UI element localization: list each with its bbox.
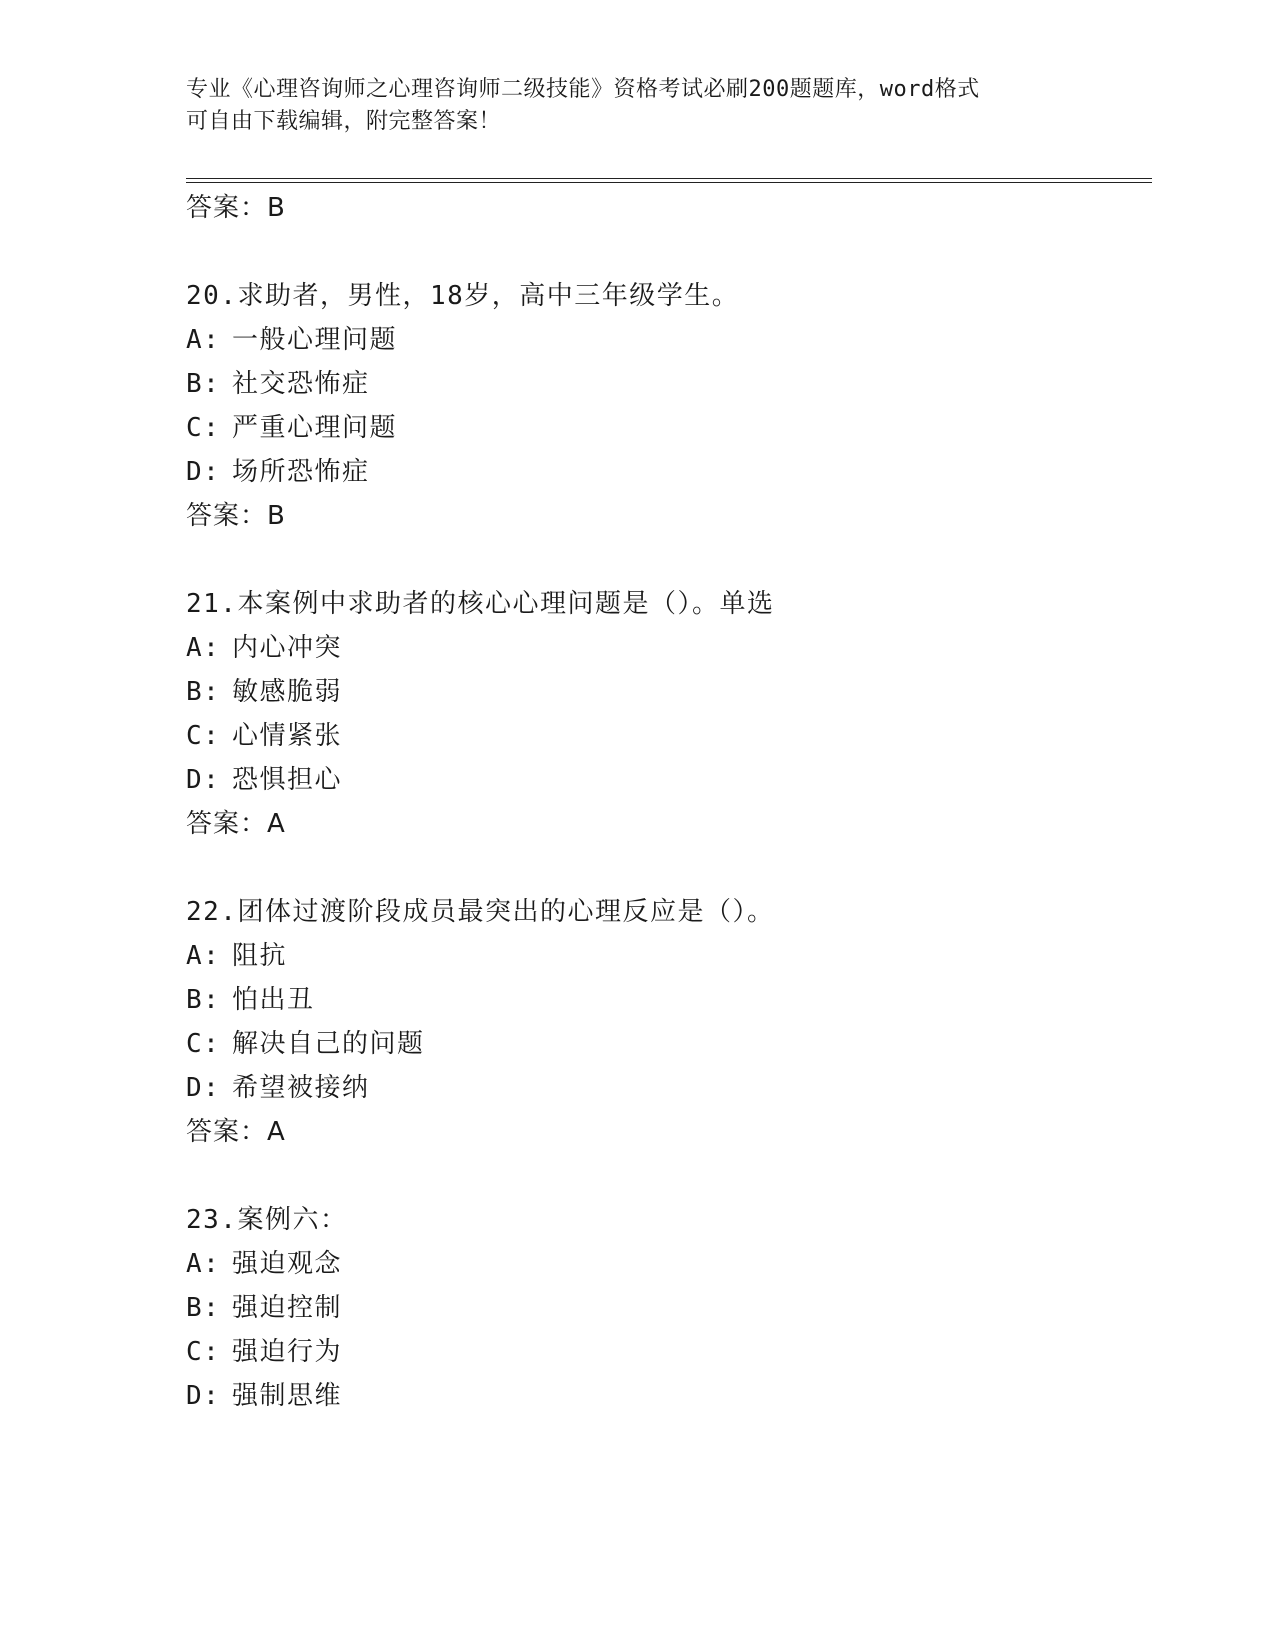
question-stem: 21.本案例中求助者的核心心理问题是（）。单选 xyxy=(186,589,775,619)
option-line xyxy=(186,322,397,358)
option-line xyxy=(186,718,342,754)
option-letter: B: xyxy=(186,677,221,707)
option-text: 强制思维 xyxy=(232,1381,343,1411)
option-line xyxy=(186,1070,370,1106)
option-text: 强迫观念 xyxy=(232,1249,343,1279)
header-line-2: 可自由下载编辑，附完整答案！ xyxy=(186,109,502,134)
option-letter: B: xyxy=(186,369,221,399)
option-line xyxy=(186,454,370,490)
option-line xyxy=(186,1246,342,1282)
option-text: 严重心理问题 xyxy=(232,413,398,443)
option-letter: C: xyxy=(186,413,221,443)
option-letter: C: xyxy=(186,1029,221,1059)
header-divider-top xyxy=(186,178,1152,179)
option-line xyxy=(186,1334,342,1370)
answer-line: 答案：B xyxy=(186,501,286,531)
option-letter: C: xyxy=(186,1337,221,1367)
option-text: 强迫控制 xyxy=(232,1293,343,1323)
option-text: 一般心理问题 xyxy=(232,325,398,355)
option-letter: A: xyxy=(186,941,221,971)
option-text: 阻抗 xyxy=(232,941,288,971)
option-text: 解决自己的问题 xyxy=(232,1029,425,1059)
option-text: 心情紧张 xyxy=(232,721,343,751)
answer-line: 答案：A xyxy=(186,809,286,839)
option-letter: A: xyxy=(186,325,221,355)
option-line xyxy=(186,630,342,666)
option-line xyxy=(186,938,287,974)
answer-line: 答案：A xyxy=(186,1117,286,1147)
option-letter: D: xyxy=(186,1073,221,1103)
answer-line: 答案：B xyxy=(186,193,286,223)
option-text: 希望被接纳 xyxy=(232,1073,370,1103)
option-text: 内心冲突 xyxy=(232,633,343,663)
question-stem: 23.案例六： xyxy=(186,1205,348,1235)
option-text: 恐惧担心 xyxy=(232,765,343,795)
option-letter: B: xyxy=(186,985,221,1015)
option-line xyxy=(186,1026,425,1062)
option-letter: D: xyxy=(186,1381,221,1411)
option-letter: D: xyxy=(186,765,221,795)
option-letter: D: xyxy=(186,457,221,487)
option-letter: A: xyxy=(186,1249,221,1279)
header-divider-bottom xyxy=(186,182,1152,183)
option-letter: A: xyxy=(186,633,221,663)
option-line xyxy=(186,1290,342,1326)
option-line xyxy=(186,410,397,446)
option-line xyxy=(186,982,315,1018)
option-line xyxy=(186,1378,342,1414)
option-line xyxy=(186,762,342,798)
option-text: 社交恐怖症 xyxy=(232,369,370,399)
option-line xyxy=(186,674,342,710)
question-stem: 22.团体过渡阶段成员最突出的心理反应是（）。 xyxy=(186,897,775,927)
option-text: 敏感脆弱 xyxy=(232,677,343,707)
option-letter: C: xyxy=(186,721,221,751)
question-stem: 20.求助者，男性，18岁，高中三年级学生。 xyxy=(186,281,740,311)
option-text: 场所恐怖症 xyxy=(232,457,370,487)
page-header xyxy=(186,74,1066,138)
option-text: 怕出丑 xyxy=(232,985,315,1015)
option-line xyxy=(186,366,370,402)
option-letter: B: xyxy=(186,1293,221,1323)
header-line-1: 专业《心理咨询师之心理咨询师二级技能》资格考试必刷200题题库，word格式 xyxy=(186,77,980,102)
option-text: 强迫行为 xyxy=(232,1337,343,1367)
